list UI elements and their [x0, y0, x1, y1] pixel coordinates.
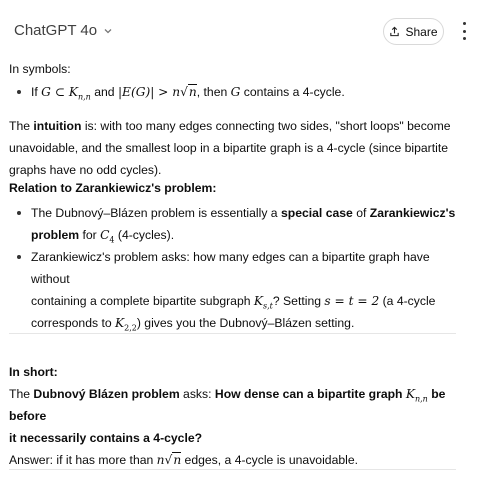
model-selector[interactable]: [14, 22, 113, 39]
divider: [9, 333, 456, 334]
chat-header: [0, 0, 480, 58]
symbols-bullet: If G ⊂ $K_{n,n}$ and |E(G)| > n√n, then G contains a 4-cycle.: [9, 81, 471, 103]
share-button[interactable]: [383, 18, 444, 45]
intuition-paragraph: The intuition is: with too many edges connecting two sides, "short loops" become unavoidable, and the smallest loop in a bipartite graph is a 4-cycle (since bipartite graphs have no odd cycles).: [9, 119, 451, 177]
symbols-intro: In symbols:: [9, 62, 71, 76]
divider-bottom: [9, 469, 456, 470]
share-label: Share: [405, 24, 438, 39]
relation-bullet-special-case: The Dubnový–Blázen problem is essentially a special case of Zarankiewicz's problem for $C_4$ (4-cycles).: [9, 202, 471, 246]
share-icon: [389, 26, 400, 37]
short-heading: In short:: [9, 365, 58, 379]
relation-heading: Relation to Zarankiewicz's problem:: [9, 181, 217, 195]
chevron-down-icon: [103, 26, 113, 36]
model-name: ChatGPT 4o: [14, 22, 98, 39]
more-options-icon[interactable]: [459, 22, 469, 40]
relation-bullet-zarankiewicz: Zarankiewicz's problem asks: how many edges can a bipartite graph have without containing a complete bipartite subgraph $K_{s,t}$? Setting s = t = 2 (a 4-cycle corresponds to $K_{2,2}$) gives you the Dubnový–Blázen setting.: [9, 246, 471, 334]
